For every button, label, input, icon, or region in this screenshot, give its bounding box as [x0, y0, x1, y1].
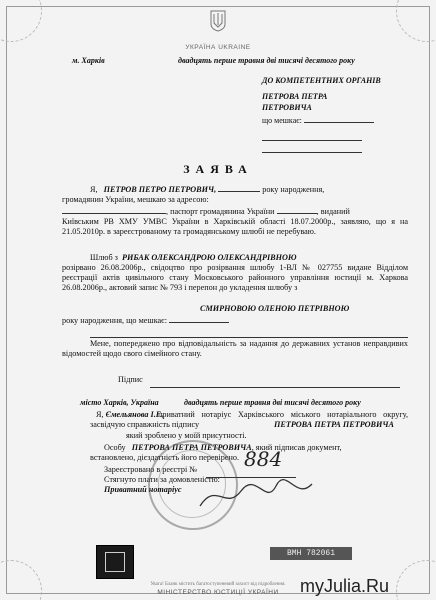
blank-serial-number: ВМН 782061 — [270, 547, 352, 560]
hologram-stamp — [96, 545, 134, 579]
statement-line-1: Я, ПЕТРОВ ПЕТРО ПЕТРОВИЧ, року народження, — [90, 185, 325, 194]
signature-label: Підпис — [118, 375, 143, 384]
notary-person-1: ПЕТРОВА ПЕТРА ПЕТРОВИЧА — [274, 420, 394, 429]
residence-blank-line — [262, 140, 362, 158]
divorce-line-1: Шлюб з РИБАК ОЛЕКСАНДРОЮ ОЛЕКСАНДРІВНОЮ — [90, 253, 297, 262]
document-title: ЗАЯВА — [183, 162, 253, 176]
country-header — [0, 44, 436, 51]
notary-certification: приватний нотаріус Харківського міського нотаріального округу, засвідчую справжність підпису — [90, 410, 408, 430]
country-ua: УКРАЇНА — [185, 44, 216, 51]
statement-line-2: громадянин України, мешкаю за адресою: — [62, 195, 209, 204]
header-city: м. Харків — [72, 56, 105, 65]
header-date: двадцять перше травня дві тисячі десятого року — [178, 56, 355, 65]
notary-place: місто Харків, Україна — [80, 398, 159, 407]
registry-label: Зареєстровано в реєстрі № — [104, 465, 198, 474]
addressee-name-2: ПЕТРОВИЧА — [262, 103, 312, 112]
addressee-name-1: ПЕТРОВА ПЕТРА — [262, 92, 328, 101]
notary-signature — [196, 476, 316, 516]
residence-label: що мешкає: — [262, 115, 374, 125]
site-watermark: myJulia.Ru — [300, 576, 390, 596]
notary-line-1: Я, Ємельянова І.Г., — [96, 410, 165, 419]
statement-line-3: , паспорт громадянина України , виданий — [62, 206, 350, 217]
notary-date: двадцять перше травня дві тисячі десятого року — [184, 398, 361, 407]
notary-verification: встановлено, дієздатність його перевірено. — [90, 453, 240, 462]
trident-emblem-icon — [210, 10, 226, 32]
statement-paragraph-1: Київським РВ ХМУ УМВС України в Харківській області 18.07.2000р., заявляю, що я на 21.05.2010р. в зареєстрованому та громадянському шлюбі не перебуваю. — [62, 217, 408, 237]
notary-role: Приватний нотаріус — [104, 485, 182, 494]
footer-ministry: МІНІСТЕРСТВО ЮСТИЦІЇ УКРАЇНИ — [157, 589, 279, 596]
security-note: Увага! Бланк містить багатоступеневий захист від підроблення. — [150, 582, 286, 587]
spouse-residence: року народження, що мешкає: — [62, 315, 229, 326]
addressee-to: ДО КОМПЕТЕНТНИХ ОРГАНІВ — [262, 76, 381, 85]
fee-label: Стягнуто плати за домовленістю: — [104, 475, 220, 484]
notary-line-2: Особу ПЕТРОВА ПЕТРА ПЕТРОВИЧА, який підписав документ, — [104, 443, 342, 452]
notary-presence: який зроблено у моїй присутності. — [126, 431, 247, 440]
registry-number-handwritten: 884 — [244, 447, 283, 471]
country-en: UKRAINE — [218, 44, 251, 51]
divorce-paragraph: розірвано 26.08.2006р., свідоцтво про розірвання шлюбу 1-ВЛ № 027755 видане Відділом реєстрації актів цивільного стану Московського районного управління юстиції м. Харкова 26.08.2006р., актовий запис № 793 і перепон до укладення шлюбу з — [62, 263, 408, 293]
spouse-name: СМИРНОВОЮ ОЛЕНОЮ ПЕТРІВНОЮ — [200, 304, 350, 313]
warning-paragraph: Мене, попереджено про відповідальність за надання до державних установ неправдивих відомостей щодо свого сімейного стану. — [62, 339, 408, 359]
signature-line — [150, 375, 400, 393]
